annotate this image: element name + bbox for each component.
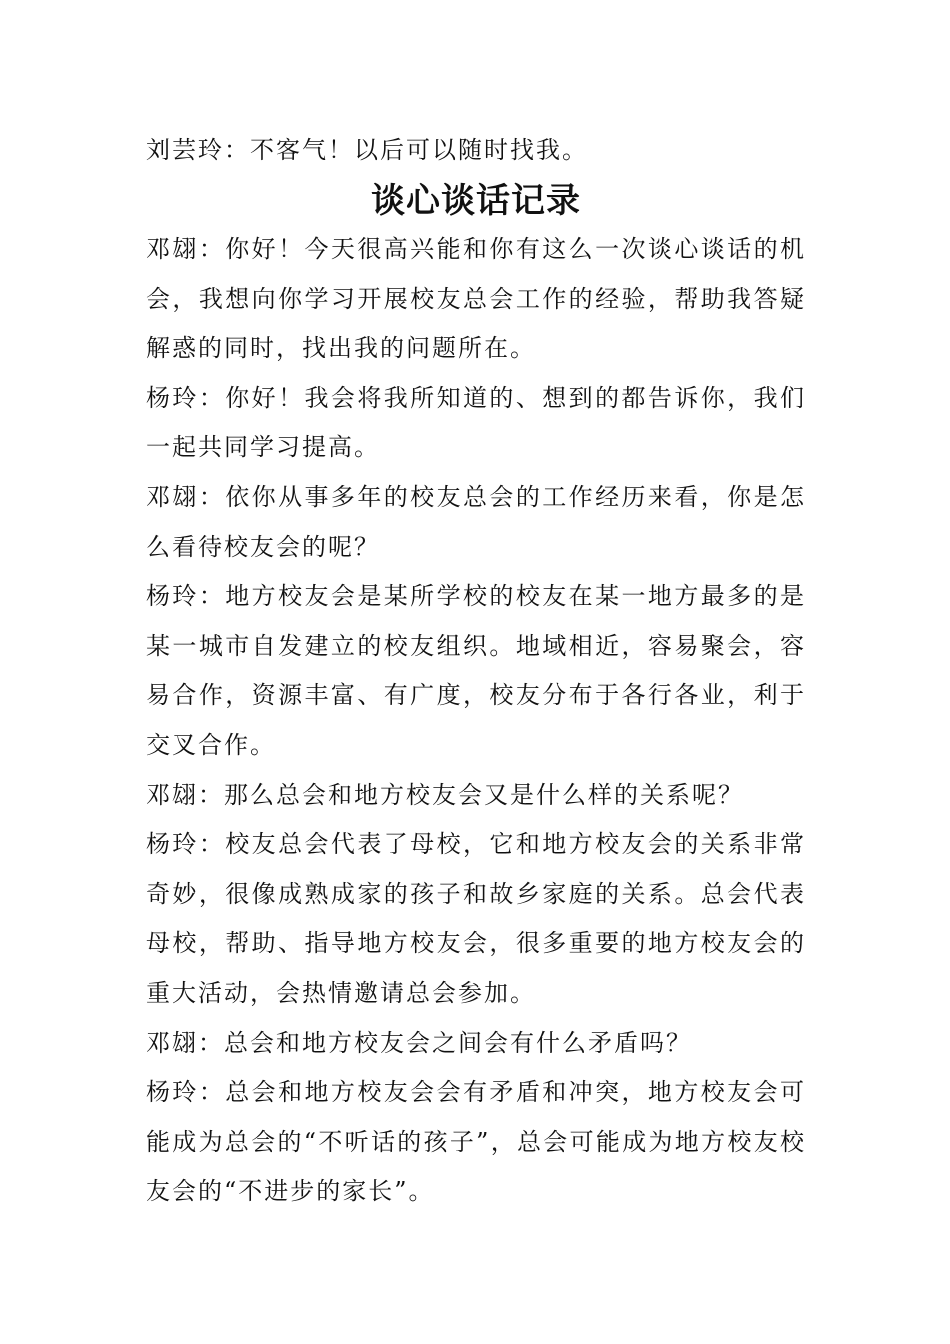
dialogue-turn: 杨玲：地方校友会是某所学校的校友在某一地方最多的是某一城市自发建立的校友组织。地域相近，容易聚会，容易合作，资源丰富、有广度，校友分布于各行各业，利于交叉合作。 [146, 582, 806, 759]
dialogue-turn: 邓翃：依你从事多年的校友总会的工作经历来看，你是怎么看待校友会的呢？ [146, 482, 806, 561]
dialogue-turn: 杨玲：总会和地方校友会会有矛盾和冲突，地方校友会可能成为总会的“不听话的孩子”，总会可能成为地方校友校友会的“不进步的家长”。 [146, 1078, 806, 1206]
dialogue-turn: 杨玲：你好！我会将我所知道的、想到的都告诉你，我们一起共同学习提高。 [146, 383, 806, 462]
dialogue-turn: 邓翃：那么总会和地方校友会又是什么样的关系呢？ [146, 780, 744, 809]
dialogue-turn: 邓翃：你好！今天很高兴能和你有这么一次谈心谈话的机会，我想向你学习开展校友总会工作的经验，帮助我答疑解惑的同时，找出我的问题所在。 [146, 235, 806, 363]
lead-line: 刘芸玲：不客气！以后可以随时找我。 [146, 136, 588, 164]
document-title: 谈心谈话记录 [371, 181, 581, 221]
dialogue-turn: 邓翃：总会和地方校友会之间会有什么矛盾吗？ [146, 1028, 692, 1057]
dialogue-turn: 杨玲：校友总会代表了母校，它和地方校友会的关系非常奇妙，很像成熟成家的孩子和故乡家庭的关系。总会代表母校，帮助、指导地方校友会，很多重要的地方校友会的重大活动，会热情邀请总会参加。 [146, 830, 806, 1007]
document-page [146, 126, 806, 1217]
